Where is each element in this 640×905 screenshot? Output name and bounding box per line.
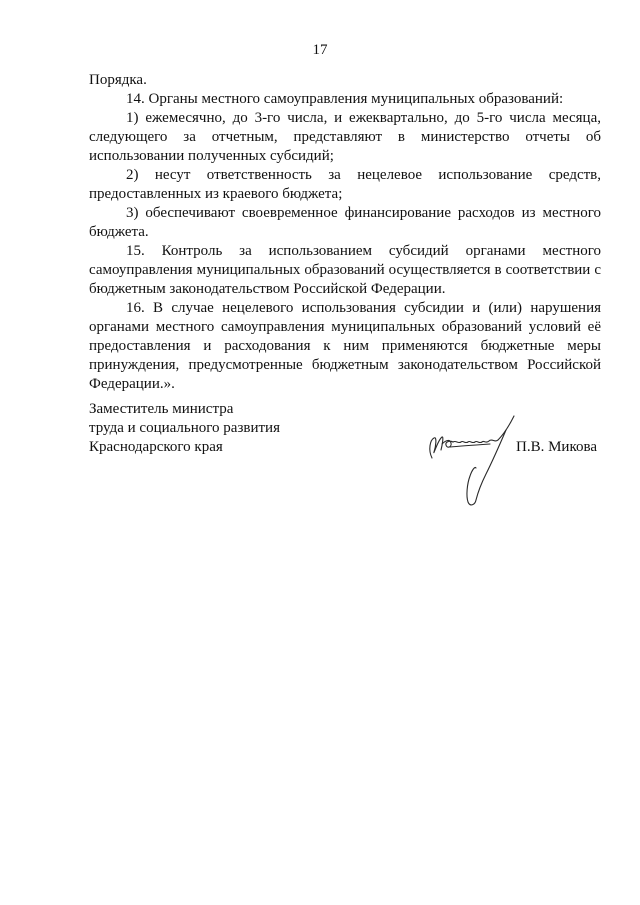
signatory-position (89, 400, 280, 457)
page-number: 17 (312, 42, 328, 58)
signatory-position-line: Краснодарского края (89, 439, 223, 455)
handwritten-signature (420, 410, 520, 510)
paragraph: Порядка. (89, 72, 147, 88)
paragraph: 15. Контроль за использованием субсидий органами местного самоуправления муниципальных образований осуществляется в соответствии с бюджетным законодательством Российской Федерации. (89, 243, 601, 297)
document-body (89, 71, 601, 394)
signatory-position-line: Заместитель министра (89, 401, 234, 417)
signatory-position-line: труда и социального развития (89, 420, 280, 436)
paragraph: 3) обеспечивают своевременное финансирование расходов из местного бюджета. (89, 205, 601, 240)
signatory-name: П.В. Микова (516, 439, 598, 455)
paragraph: 2) несут ответственность за нецелевое использование средств, предоставленных из краевого бюджета; (89, 167, 601, 202)
paragraph: 16. В случае нецелевого использования субсидии и (или) нарушения органами местного самоуправления муниципальных образований условий её предоставления и расходования к ним применяются бюджетные меры принуждения, предусмотренные бюджетным законодательством Российской Федерации.». (89, 300, 601, 392)
paragraph: 1) ежемесячно, до 3-го числа, и ежеквартально, до 5-го числа месяца, следующего за отчетным, представляют в министерство отчеты об использовании полученных субсидий; (89, 110, 601, 164)
paragraph: 14. Органы местного самоуправления муниципальных образований: (126, 91, 564, 107)
